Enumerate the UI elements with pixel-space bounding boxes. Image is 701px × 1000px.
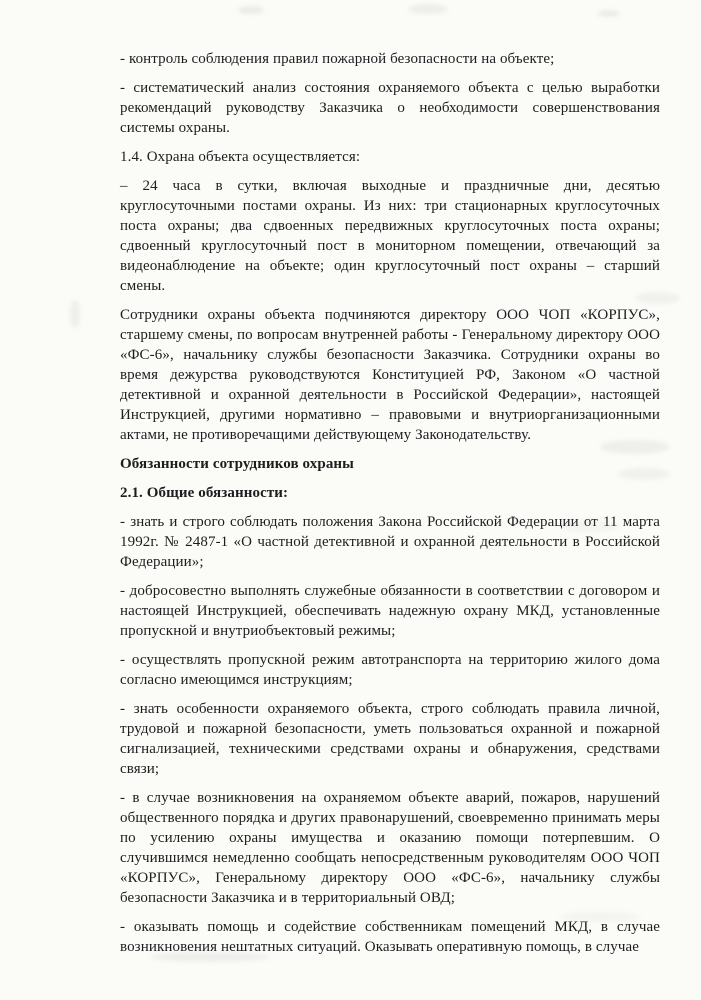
paragraph-emergency-response: - в случае возникновения на охраняемом объекте аварий, пожаров, нарушений общественного порядка и других правонарушений, своевременно принимать меры по усилению охраны имущества и оказанию помощи потерпевшим. О случившимся немедленно сообщать непосредственным руководителям ООО ЧОП «КОРПУС», Генеральному директору ООО «ФС-6», начальнику службы безопасности Заказчика и в территориальный ОВД; (120, 790, 660, 906)
paragraph-assist-owners: - оказывать помощь и содействие собственникам помещений МКД, в случае возникновения нештатных ситуаций. Оказывать оперативную помощь, в случае (120, 919, 660, 955)
paragraph-perform-duties: - добросовестно выполнять служебные обязанности в соответствии с договором и настоящей Инструкцией, обеспечивать надежную охрану МКД, установленные пропускной и внутриобъектовый режимы; (120, 583, 660, 639)
section-heading-general-duties: 2.1. Общие обязанности: (120, 485, 289, 501)
paragraph-systematic-analysis: - систематический анализ состояния охраняемого объекта с целью выработки рекомендаций руководству Заказчика о необходимости совершенствования системы охраны. (120, 80, 660, 136)
clause-1-4-intro: 1.4. Охрана объекта осуществляется: (120, 149, 361, 165)
paragraph-subordination: Сотрудники охраны объекта подчиняются директору ООО ЧОП «КОРПУС», старшему смены, по вопросам внутренней работы - Генеральному директору ООО «ФС-6», начальнику службы безопасности Заказчика. Сотрудники охраны во время дежурства руководствуются Конституцией РФ, Законом «О частной детективной и охранной деятельности в Российской Федерации», настоящей Инструкцией, другими нормативно – правовыми и внутриорганизационными актами, не противоречащими действующему Законодательству. (120, 307, 660, 443)
paragraph-fire-safety-control: - контроль соблюдения правил пожарной безопасности на объекте; (120, 51, 555, 67)
paragraph-know-law-2487-1: - знать и строго соблюдать положения Закона Российской Федерации от 11 марта 1992г. № 2487-1 «О частной детективной и охранной деятельности в Российской Федерации»; (120, 514, 660, 570)
section-heading-guard-duties: Обязанности сотрудников охраны (120, 456, 354, 472)
paragraph-know-object-features: - знать особенности охраняемого объекта, строго соблюдать правила личной, трудовой и пожарной безопасности, уметь пользоваться охранной и пожарной сигнализацией, техническими средствами охраны и обнаружения, средствами связи; (120, 701, 660, 777)
paragraph-24h-guard-posts: – 24 часа в сутки, включая выходные и праздничные дни, десятью круглосуточными постами охраны. Из них: три стационарных круглосуточных поста охраны; два сдвоенных передвижных круглосуточных поста охраны; сдвоенный круглосуточный пост в мониторном помещении, отвечающий за видеонаблюдение на объекте; один круглосуточный пост охраны – старший смены. (120, 178, 660, 294)
paragraph-vehicle-access: - осуществлять пропускной режим автотранспорта на территорию жилого дома согласно имеющимся инструкциям; (120, 652, 660, 688)
